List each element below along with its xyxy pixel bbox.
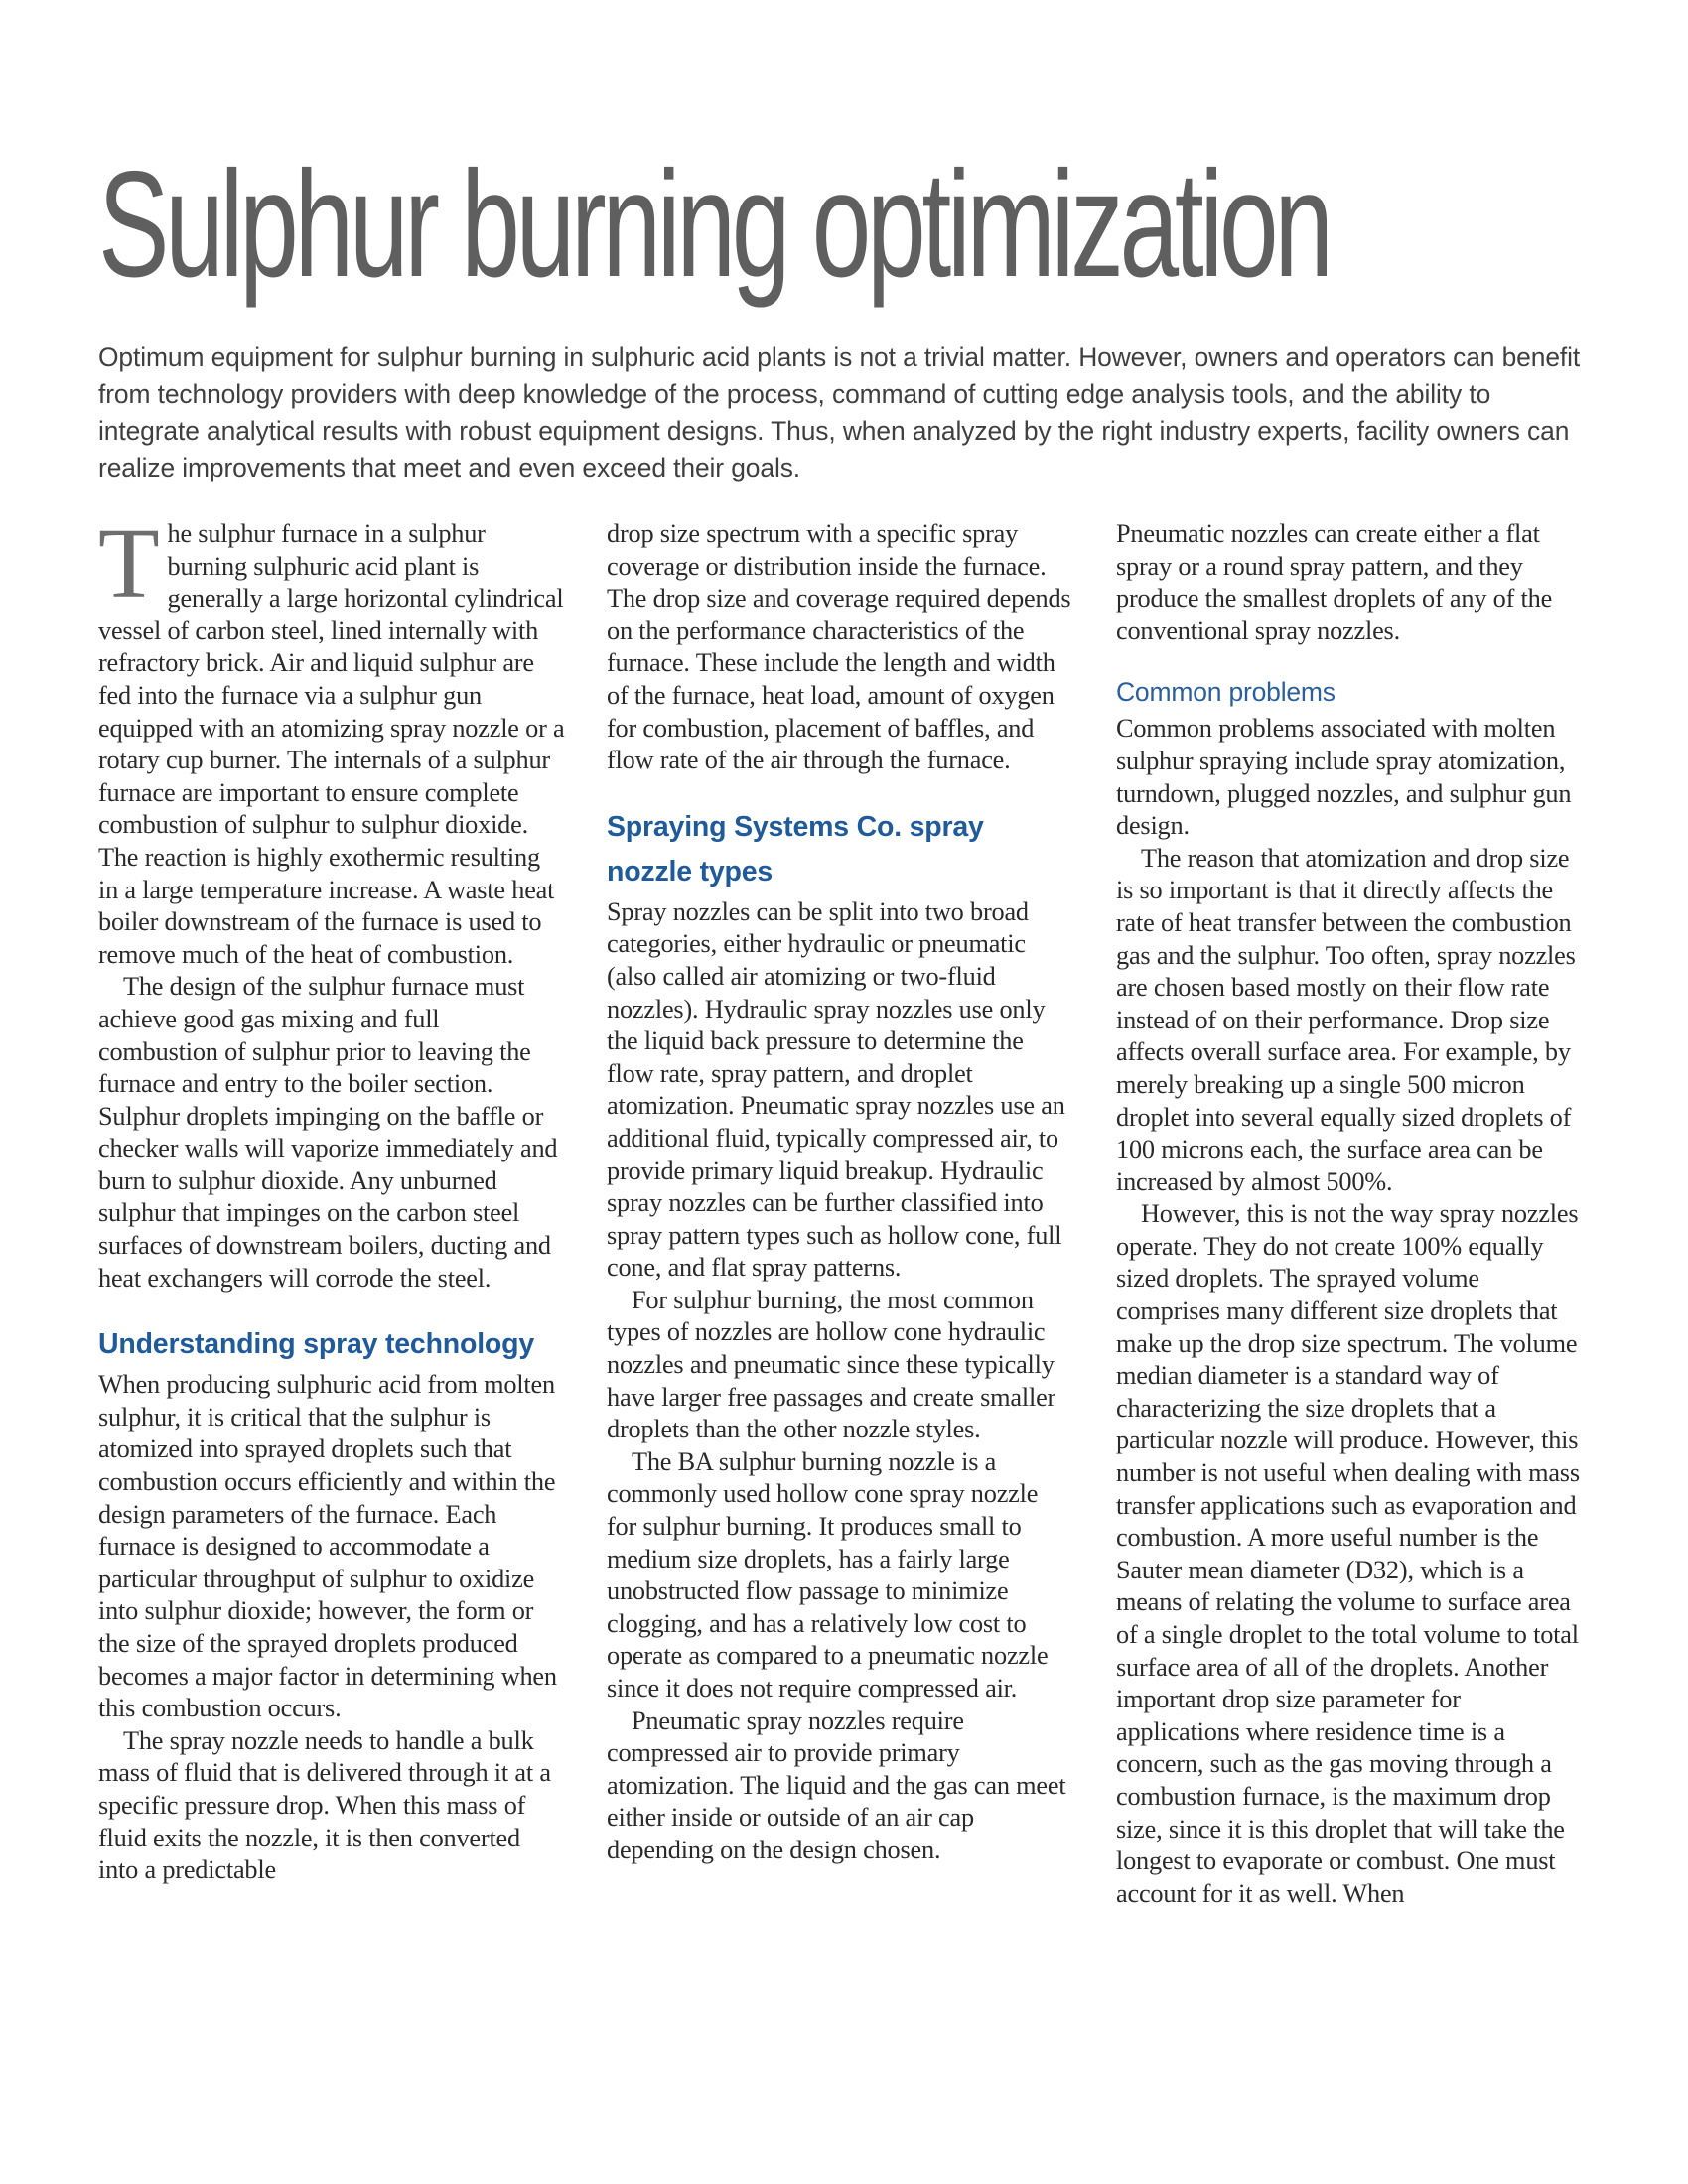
article-body (98, 507, 1593, 2156)
body-paragraph: drop size spectrum with a specific spray coverage or distribution inside the furnace. The drop size and coverage required depends on the performance characteristics of the furnace. These include the length and width of the furnace, heat load, amount of oxygen for combustion, placement of baffles, and flow rate of the air through the furnace. (607, 519, 1071, 775)
body-paragraph: The reason that atomization and drop size is so important is that it directly affects the rate of heat transfer between the combustion gas and the sulphur. Too often, spray nozzles are chosen based mostly on their flow rate instead of on their performance. Drop size affects overall surface area. For example, by merely breaking up a single 500 micron droplet into several equally sized droplets of 100 microns each, the surface area can be increased by almost 500%. (1116, 843, 1576, 1196)
section-heading: Common problems (1116, 677, 1336, 708)
paragraph-text: he sulphur furnace in a sulphur burning sulphuric acid plant is generally a large horizontal cylindrical vessel of carbon steel, lined internally with refractory brick. Air and liquid sulphur are fed into the furnace via a sulphur gun equipped with an atomizing spray nozzle or a rotary cup burner. The internals of a sulphur furnace are important to ensure complete combustion of sulphur to sulphur dioxide. The reaction is highly exothermic resulting in a large temperature increase. A waste heat boiler downstream of the furnace is used to remove much of the heat of combustion. (98, 519, 565, 969)
body-paragraph: Spray nozzles can be split into two broad categories, either hydraulic or pneumatic (also called air atomizing or two-fluid nozzles). Hydraulic spray nozzles use only the liquid back pressure to determine the flow rate, spray pattern, and droplet atomization. Pneumatic spray nozzles use an additional fluid, typically compressed air, to provide primary liquid breakup. Hydraulic spray nozzles can be further classified into spray pattern types such as hollow cone, full cone, and flat spray patterns. (607, 896, 1065, 1283)
column-3 (1116, 518, 1583, 1910)
article-title: Sulphur burning optimization (98, 140, 1330, 309)
body-paragraph: The design of the sulphur furnace must achieve good gas mixing and full combustion of sulphur prior to leaving the furnace and entry to the boiler section. Sulphur droplets impinging on the baffle or checker walls will vaporize immediately and burn to sulphur dioxide. Any unburned sulphur that impinges on the carbon steel surfaces of downstream boilers, ducting and heat exchangers will corrode the steel. (98, 972, 558, 1293)
body-paragraph: The spray nozzle needs to handle a bulk mass of fluid that is delivered through it at a specific pressure drop. When this mass of fluid exits the nozzle, it is then converted into a predictable (98, 1725, 551, 1885)
body-paragraph: Pneumatic nozzles can create either a flat spray or a round spray pattern, and they produce the smallest droplets of any of the conventional spray nozzles. (1116, 519, 1553, 645)
body-paragraph: For sulphur burning, the most common types of nozzles are hollow cone hydraulic nozzles and pneumatic since these typically have larger free passages and create smaller droplets than the other nozzle styles. (607, 1285, 1056, 1444)
article-intro: Optimum equipment for sulphur burning in sulphuric acid plants is not a trivial matter. However, owners and operators can benefit from technology providers with deep knowledge of the process, command of cutting edge analysis tools, and the ability to integrate analytical results with robust equipment designs. Thus, when analyzed by the right industry experts, facility owners can realize improvements that meet and even exceed their goals. (98, 342, 1581, 482)
section-heading: Understanding spray technology (98, 1328, 534, 1361)
drop-cap: T (98, 507, 160, 618)
body-paragraph (98, 507, 565, 971)
body-paragraph: Pneumatic spray nozzles require compressed air to provide primary atomization. The liquid and the gas can meet either inside or outside of an air cap depending on the design chosen. (607, 1706, 1066, 1864)
section-heading: Spraying Systems Co. spray nozzle types (607, 810, 984, 887)
body-paragraph: The BA sulphur burning nozzle is a commonly used hollow cone spray nozzle for sulphur burning. It produces small to medium size droplets, has a fairly large unobstructed flow passage to minimize clogging, and has a relatively low cost to operate as compared to a pneumatic nozzle since it does not require compressed air. (607, 1446, 1049, 1703)
body-paragraph: Common problems associated with molten sulphur spraying include spray atomization, turndown, plugged nozzles, and sulphur gun design. (1116, 714, 1572, 841)
body-paragraph: However, this is not the way spray nozzles operate. They do not create 100% equally sized droplets. The sprayed volume comprises many different size droplets that make up the drop size spectrum. The volume median diameter is a standard way of characterizing the size droplets that a particular nozzle will produce. However, this number is not useful when dealing with mass transfer applications such as evaporation and combustion. A more useful number is the Sauter mean diameter (D32), which is a means of relating the volume to surface area of a single droplet to the total volume to total surface area of all of the droplets. Another important drop size parameter for applications where residence time is a concern, such as the gas moving through a combustion furnace, is the maximum drop size, since it is this droplet that will take the longest to evaporate or combust. One must account for it as well. When (1116, 1199, 1580, 1908)
body-paragraph: When producing sulphuric acid from molten sulphur, it is critical that the sulphur is atomized into sprayed droplets such that combustion occurs efficiently and within the design parameters of the furnace. Each furnace is designed to accommodate a particular throughput of sulphur to oxidize into sulphur dioxide; however, the form or the size of the sprayed droplets produced becomes a major factor in determining when this combustion occurs. (98, 1370, 557, 1723)
column-2 (607, 518, 1073, 1867)
column-1 (98, 507, 565, 1887)
